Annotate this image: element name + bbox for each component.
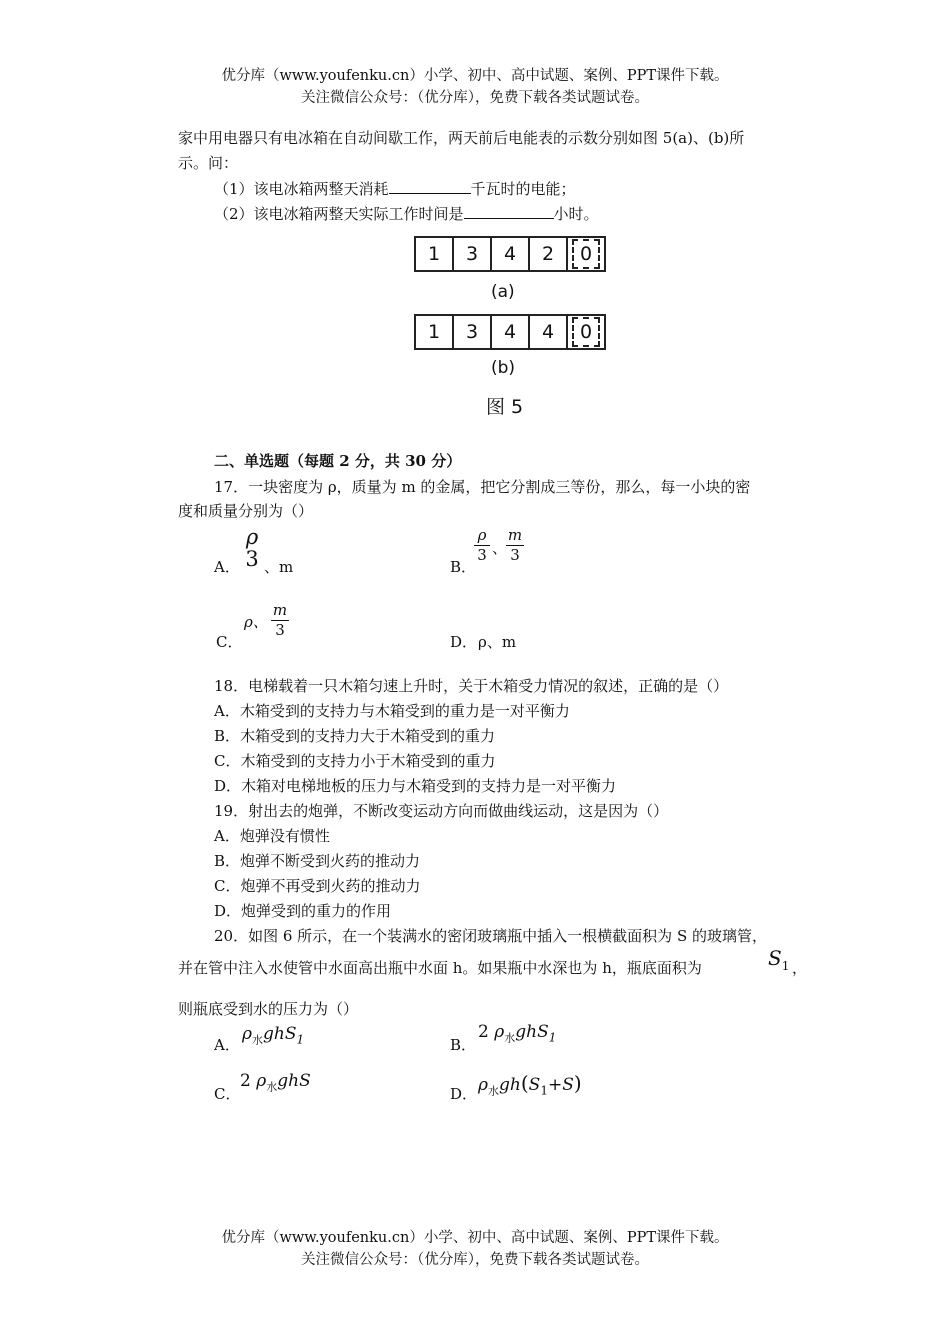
meter-a-digit: 3 xyxy=(454,238,492,270)
q19-option-b: B．炮弹不断受到火药的推动力 xyxy=(214,852,421,870)
q20-option-d-expr: $\rho_水gh(S_1+S)$ xyxy=(478,1071,582,1098)
q20-s1: $S_1$ xyxy=(768,946,790,973)
footer-line-1: 优分库（www.youfenku.cn）小学、初中、高中试题、案例、PPT课件下载。 xyxy=(221,1230,729,1246)
q20-option-b-label: B． xyxy=(450,1036,477,1054)
meter-b-decimal-digit: 0 xyxy=(568,316,604,348)
section-2-title: 二、单选题（每题 2 分，共 30 分） xyxy=(214,452,462,470)
header-line-2: 关注微信公众号：（优分库），免费下载各类试题试卷。 xyxy=(301,90,649,106)
q17-a-rest: 、m xyxy=(264,558,294,576)
q20-option-d-label: D． xyxy=(450,1085,478,1103)
q17-b-fraction-2: $\frac{m}{3}$ xyxy=(507,526,523,564)
q19-option-a: A．炮弹没有惯性 xyxy=(214,827,330,845)
q16-sub-1-post: 千瓦时的电能； xyxy=(470,180,576,198)
meter-b-digit: 1 xyxy=(416,316,454,348)
q16-sub-2-post: 小时。 xyxy=(553,205,599,223)
q20-line-1: 20．如图 6 所示，在一个装满水的密闭玻璃瓶中插入一根横截面积为 S 的玻璃管， xyxy=(214,927,767,945)
q17-option-c-label: C． xyxy=(216,633,243,651)
meter-a-digit: 2 xyxy=(530,238,568,270)
caption-a: (a) xyxy=(491,282,515,302)
q19-stem: 19．射出去的炮弹，不断改变运动方向而做曲线运动，这是因为（） xyxy=(214,802,669,820)
footer-line-2: 关注微信公众号：（优分库），免费下载各类试题试卷。 xyxy=(301,1252,649,1268)
meter-b-digit: 4 xyxy=(530,316,568,348)
q17-b-fraction-1: $\frac{\rho}{3}$ xyxy=(474,526,490,565)
answer-blank-2[interactable] xyxy=(464,204,554,219)
q16-sub-1-pre: （1）该电冰箱两整天消耗 xyxy=(214,180,389,198)
meter-b xyxy=(414,314,606,350)
caption-b: (b) xyxy=(491,358,516,378)
q20-option-a-expr: $\rho_水ghS_1$ xyxy=(242,1024,305,1047)
q17-d-text: ρ、m xyxy=(478,633,517,651)
q18-stem: 18．电梯载着一只木箱匀速上升时，关于木箱受力情况的叙述，正确的是（） xyxy=(214,677,729,695)
q18-option-a: A．木箱受到的支持力与木箱受到的重力是一对平衡力 xyxy=(214,702,570,720)
meter-a-digit: 4 xyxy=(492,238,530,270)
meter-b-digit: 3 xyxy=(454,316,492,348)
q20-option-c-expr: 2 $\rho_水ghS$ xyxy=(240,1071,311,1094)
q17-c-pre: ρ、 xyxy=(244,613,268,631)
meter-a xyxy=(414,236,606,272)
q16-sub-2 xyxy=(214,203,599,225)
q19-option-d: D．炮弹受到的重力的作用 xyxy=(214,902,392,920)
meter-a-decimal-digit: 0 xyxy=(568,238,604,270)
q20-line-2-end: ， xyxy=(792,959,808,977)
q17-c-fraction: $\frac{m}{3}$ xyxy=(272,601,288,639)
q18-option-d: D．木箱对电梯地板的压力与木箱受到的支持力是一对平衡力 xyxy=(214,777,617,795)
q17-line-1: 17．一块密度为 ρ，质量为 m 的金属，把它分割成三等份，那么，每一小块的密 xyxy=(214,478,751,496)
q20-line-2: 并在管中注入水使管中水面高出瓶中水面 h。如果瓶中水深也为 h，瓶底面积为 xyxy=(178,959,702,977)
q18-option-c: C．木箱受到的支持力小于木箱受到的重力 xyxy=(214,752,496,770)
header-line-1: 优分库（www.youfenku.cn）小学、初中、高中试题、案例、PPT课件下载。 xyxy=(221,68,729,84)
q17-b-sep: 、 xyxy=(492,539,508,557)
q16-sub-2-pre: （2）该电冰箱两整天实际工作时间是 xyxy=(214,205,464,223)
q17-a-fraction: ρ 3 xyxy=(245,525,259,571)
q19-option-c: C．炮弹不再受到火药的推动力 xyxy=(214,877,421,895)
q16-line-1: 家中用电器只有电冰箱在自动间歇工作，两天前后电能表的示数分别如图 5(a)、(b)所 xyxy=(178,129,745,147)
q16-line-2: 示。问： xyxy=(178,154,239,172)
q17-option-a-label: A． xyxy=(214,558,240,576)
meter-b-digit: 4 xyxy=(492,316,530,348)
meter-a-digit: 1 xyxy=(416,238,454,270)
q20-option-c-label: C． xyxy=(214,1085,241,1103)
q20-option-a-label: A． xyxy=(214,1036,240,1054)
answer-blank-1[interactable] xyxy=(389,179,471,194)
q17-option-d-label: D． xyxy=(450,633,478,651)
q16-sub-1 xyxy=(214,178,576,200)
figure-5-title: 图 5 xyxy=(486,396,524,418)
q20-line-3: 则瓶底受到水的压力为（） xyxy=(178,1000,359,1018)
q20-option-b-expr: 2 $\rho_水ghS_1$ xyxy=(478,1022,557,1045)
q17-option-b-label: B． xyxy=(450,558,477,576)
q17-line-2: 度和质量分别为（） xyxy=(178,502,314,520)
q18-option-b: B．木箱受到的支持力大于木箱受到的重力 xyxy=(214,727,496,745)
